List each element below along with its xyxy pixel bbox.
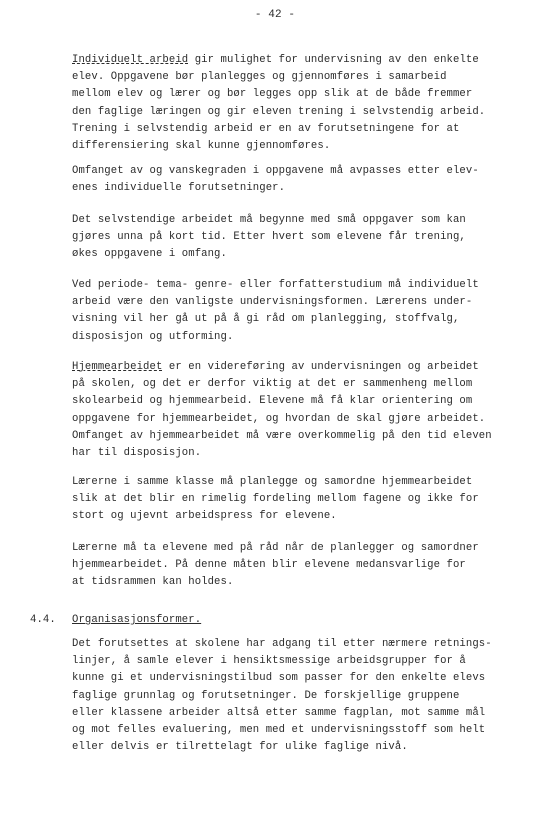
section-number: 4.4.: [30, 614, 56, 626]
paragraph-individual-work: [72, 52, 527, 155]
paragraph-text: Det selvstendige arbeidet må begynne med små oppgaver som kan gjøres unna på kort tid. Etter hvert som elevene får trening, økes oppgavene i omfang.: [72, 214, 466, 261]
paragraph-period-studies: [72, 277, 527, 346]
paragraph-text: Omfanget av og vanskegraden i oppgavene må avpasses etter elev- enes individuelle forutsetninger.: [72, 165, 479, 195]
paragraph-text: Det forutsettes at skolene har adgang til etter nærmere retnings- linjer, å samle elever i hensiktsmessige arbeidsgrupper for å kunne gi et undervisningstilbud som passer for den enkelte elevs faglige grunnlag og forutsetninger. De forskjellige gruppene eller klassene arbeider altså etter samme fagplan, mot samme mål og mot felles evaluering, men med et undervisningsstoff som helt eller delvis er tilrettelagt for ulike faglige nivå.: [72, 638, 492, 754]
paragraph-text: er en videreføring av undervisningen og arbeidet på skolen, og det er derfor viktig at det er sammenheng mellom skolearbeid og hjemmearbeid. Elevene må få klar orientering om oppgavene for hjemmearbeidet, og hvordan de skal gjøre arbeidet. Omfanget av hjemmearbeidet må være overkommelig på den tid eleven har til disposisjon.: [72, 361, 492, 460]
paragraph-independent-work: [72, 212, 527, 264]
paragraph-student-responsibility: [72, 540, 527, 592]
section-heading-line: [72, 612, 527, 629]
paragraph-homework: [72, 359, 527, 462]
paragraph-scope: [72, 163, 527, 197]
paragraph-text: Lærerne i samme klasse må planlegge og samordne hjemmearbeidet slik at det blir en rimelig fordeling mellom fagene og ikke for stort og ujevnt arbeidspress for elevene.: [72, 476, 479, 523]
paragraph-text: Lærerne må ta elevene med på råd når de planlegger og samordner hjemmearbeidet. På denne måten blir elevene medansvarlige for at tidsrammen kan holdes.: [72, 542, 479, 589]
paragraph-teacher-coordination: [72, 474, 527, 526]
paragraph-text: Ved periode- tema- genre- eller forfatterstudium må individuelt arbeid være den vanligste undervisningsformen. Lærerens under- visning vil her gå ut på å gi råd om planlegging, stoffvalg, disposisjon og utforming.: [72, 279, 479, 343]
section-heading: Organisasjonsformer.: [72, 614, 202, 626]
paragraph-organisation: [72, 636, 527, 756]
term-individual-work: Individuelt arbeid: [72, 54, 189, 66]
page-number: - 42 -: [254, 9, 296, 21]
term-homework: Hjemmearbeidet: [72, 361, 163, 373]
paragraph-text: gir mulighet for undervisning av den enkelte elev. Oppgavene bør planlegges og gjennomføres i samarbeid mellom elev og lærer og bør legges opp slik at de både fremmer den faglige læringen og gir eleven trening i selvstendig arbeid. Trening i selvstendig arbeid er en av forutsetningene for at differensiering skal kunne gjennomføres.: [72, 54, 486, 153]
